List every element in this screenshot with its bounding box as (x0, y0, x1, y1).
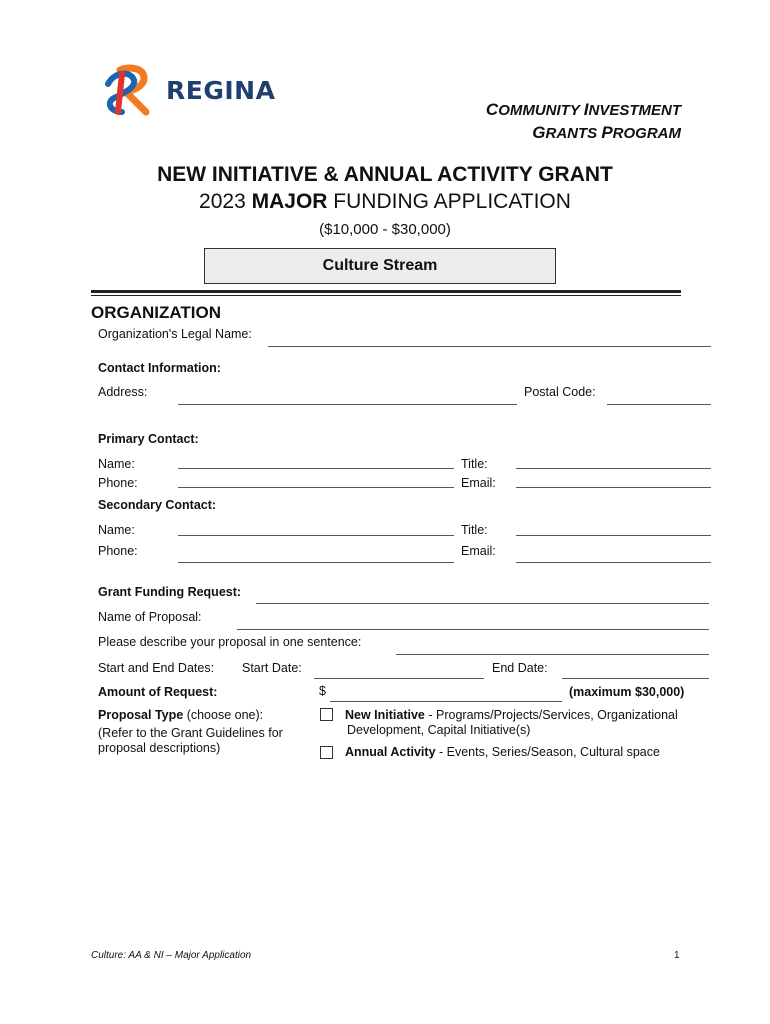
section-divider-thick (91, 290, 681, 293)
describe-label: Please describe your proposal in one sentence: (98, 635, 362, 649)
primary-title-label: Title: (461, 457, 488, 471)
logo-text: REGINA (166, 76, 276, 105)
new-initiative-checkbox[interactable] (320, 708, 333, 721)
primary-name-label: Name: (98, 457, 135, 471)
describe-field[interactable] (396, 654, 709, 655)
proposal-name-label: Name of Proposal: (98, 610, 202, 624)
secondary-title-label: Title: (461, 523, 488, 537)
funding-range: ($10,000 - $30,000) (319, 221, 451, 238)
regina-logo-icon (100, 64, 162, 118)
grant-request-heading: Grant Funding Request: (98, 585, 242, 599)
secondary-email-label: Email: (461, 544, 496, 558)
annual-activity-label: Annual Activity - Events, Series/Season, Cultural space (345, 745, 660, 759)
contact-info-heading: Contact Information: (98, 361, 221, 375)
address-label: Address: (98, 385, 148, 399)
program-name-line1: COMMUNITY INVESTMENT (485, 100, 681, 119)
end-date-label: End Date: (492, 661, 548, 675)
new-initiative-label: New Initiative - Programs/Projects/Services, Organizational (345, 708, 678, 722)
proposal-name-field[interactable] (237, 629, 709, 630)
secondary-title-field[interactable] (516, 535, 711, 536)
primary-email-label: Email: (461, 476, 496, 490)
primary-phone-field[interactable] (178, 487, 454, 488)
end-date-field[interactable] (562, 678, 709, 679)
postal-code-field[interactable] (607, 404, 711, 405)
secondary-phone-field[interactable] (178, 562, 454, 563)
page-number: 1 (674, 950, 680, 961)
primary-contact-heading: Primary Contact: (98, 432, 199, 446)
postal-code-label: Postal Code: (524, 385, 596, 399)
grant-heading-line[interactable] (256, 603, 709, 604)
amount-label: Amount of Request: (98, 685, 218, 699)
primary-phone-label: Phone: (98, 476, 138, 490)
primary-email-field[interactable] (516, 487, 711, 488)
address-field[interactable] (178, 404, 517, 405)
organization-heading: ORGANIZATION (91, 303, 222, 322)
refer-guidelines-line1: (Refer to the Grant Guidelines for (98, 726, 283, 740)
secondary-phone-label: Phone: (98, 544, 138, 558)
page-subtitle: 2023 MAJOR FUNDING APPLICATION (199, 190, 571, 213)
legal-name-label: Organization's Legal Name: (98, 327, 252, 341)
start-date-field[interactable] (314, 678, 484, 679)
secondary-email-field[interactable] (516, 562, 711, 563)
secondary-contact-heading: Secondary Contact: (98, 498, 217, 512)
stream-box: Culture Stream (204, 248, 556, 284)
secondary-name-label: Name: (98, 523, 135, 537)
dates-label: Start and End Dates: (98, 661, 215, 675)
start-date-label: Start Date: (242, 661, 302, 675)
annual-activity-checkbox[interactable] (320, 746, 333, 759)
program-name-line2: GRANTS PROGRAM (532, 123, 681, 142)
amount-field[interactable] (330, 701, 562, 702)
refer-guidelines-line2: proposal descriptions) (98, 741, 221, 755)
maximum-note: (maximum $30,000) (569, 685, 685, 699)
legal-name-field[interactable] (268, 346, 711, 347)
dollar-sign: $ (319, 684, 326, 698)
primary-name-field[interactable] (178, 468, 454, 469)
secondary-name-field[interactable] (178, 535, 454, 536)
primary-title-field[interactable] (516, 468, 711, 469)
section-divider-thin (91, 295, 681, 296)
footer-text: Culture: AA & NI – Major Application (91, 950, 252, 961)
proposal-type-label: Proposal Type (choose one): (98, 708, 264, 722)
new-initiative-label-line2: Development, Capital Initiative(s) (347, 723, 531, 737)
page-title: NEW INITIATIVE & ANNUAL ACTIVITY GRANT (157, 163, 613, 186)
